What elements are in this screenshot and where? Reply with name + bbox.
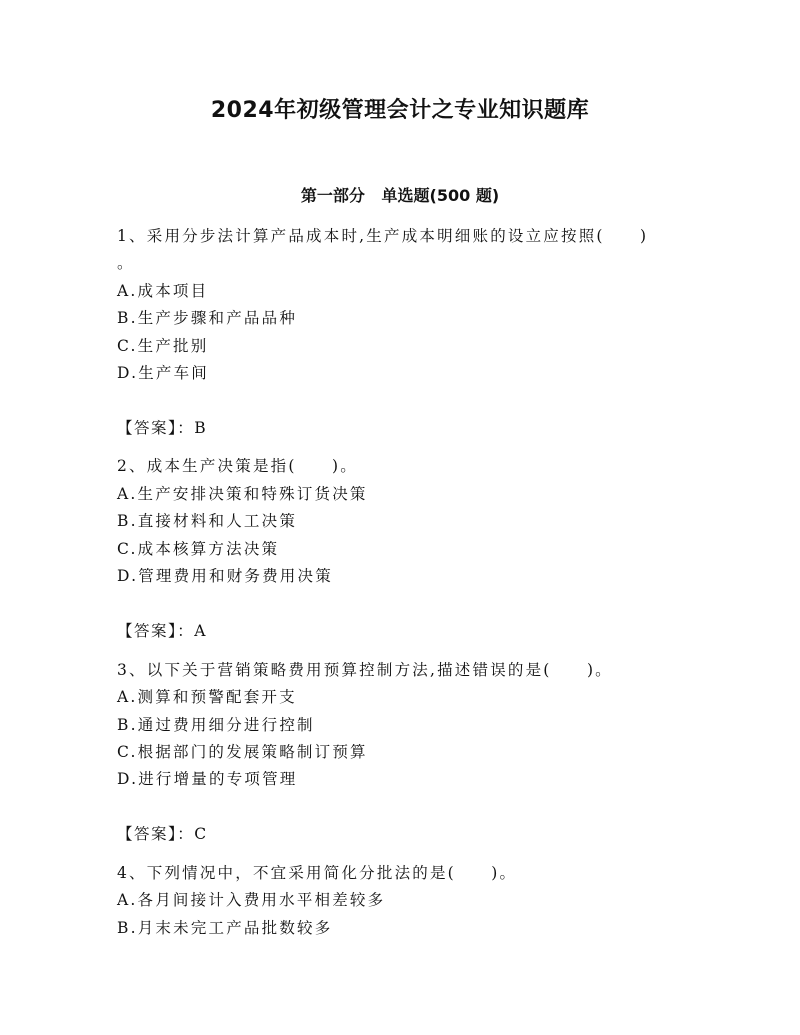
- question-3-answer: 【答案】：C: [117, 825, 208, 843]
- question-1-stem: 1、采用分步法计算产品成本时,生产成本明细账的设立应按照( ): [117, 227, 649, 245]
- question-1-option-c: C.生产批别: [117, 337, 209, 355]
- question-2-option-b: B.直接材料和人工决策: [117, 512, 298, 530]
- document-title: 2024年初级管理会计之专业知识题库: [210, 98, 590, 123]
- question-3-option-a: A.测算和预警配套开支: [117, 688, 297, 706]
- question-1-stem-continued: 。: [117, 254, 135, 272]
- question-4-option-a: A.各月间接计入费用水平相差较多: [117, 891, 386, 909]
- question-3-option-d: D.进行增量的专项管理: [117, 770, 298, 788]
- question-2-option-d: D.管理费用和财务费用决策: [117, 567, 333, 585]
- section-heading: 第一部分 单选题(500 题): [300, 186, 500, 205]
- question-2-stem: 2、成本生产决策是指( )。: [117, 457, 358, 475]
- question-2-option-c: C.成本核算方法决策: [117, 540, 280, 558]
- question-1-answer: 【答案】：B: [117, 419, 208, 437]
- question-3-option-c: C.根据部门的发展策略制订预算: [117, 743, 368, 761]
- question-2-answer: 【答案】：A: [117, 622, 207, 640]
- question-2-option-a: A.生产安排决策和特殊订货决策: [117, 485, 368, 503]
- question-1-option-d: D.生产车间: [117, 364, 210, 382]
- question-1-option-a: A.成本项目: [117, 282, 209, 300]
- question-4-stem: 4、下列情况中，不宜采用简化分批法的是( )。: [117, 864, 518, 882]
- question-3-stem: 3、以下关于营销策略费用预算控制方法,描述错误的是( )。: [117, 661, 613, 679]
- question-3-option-b: B.通过费用细分进行控制: [117, 716, 315, 734]
- question-1-option-b: B.生产步骤和产品品种: [117, 309, 298, 327]
- question-4-option-b: B.月末未完工产品批数较多: [117, 919, 333, 937]
